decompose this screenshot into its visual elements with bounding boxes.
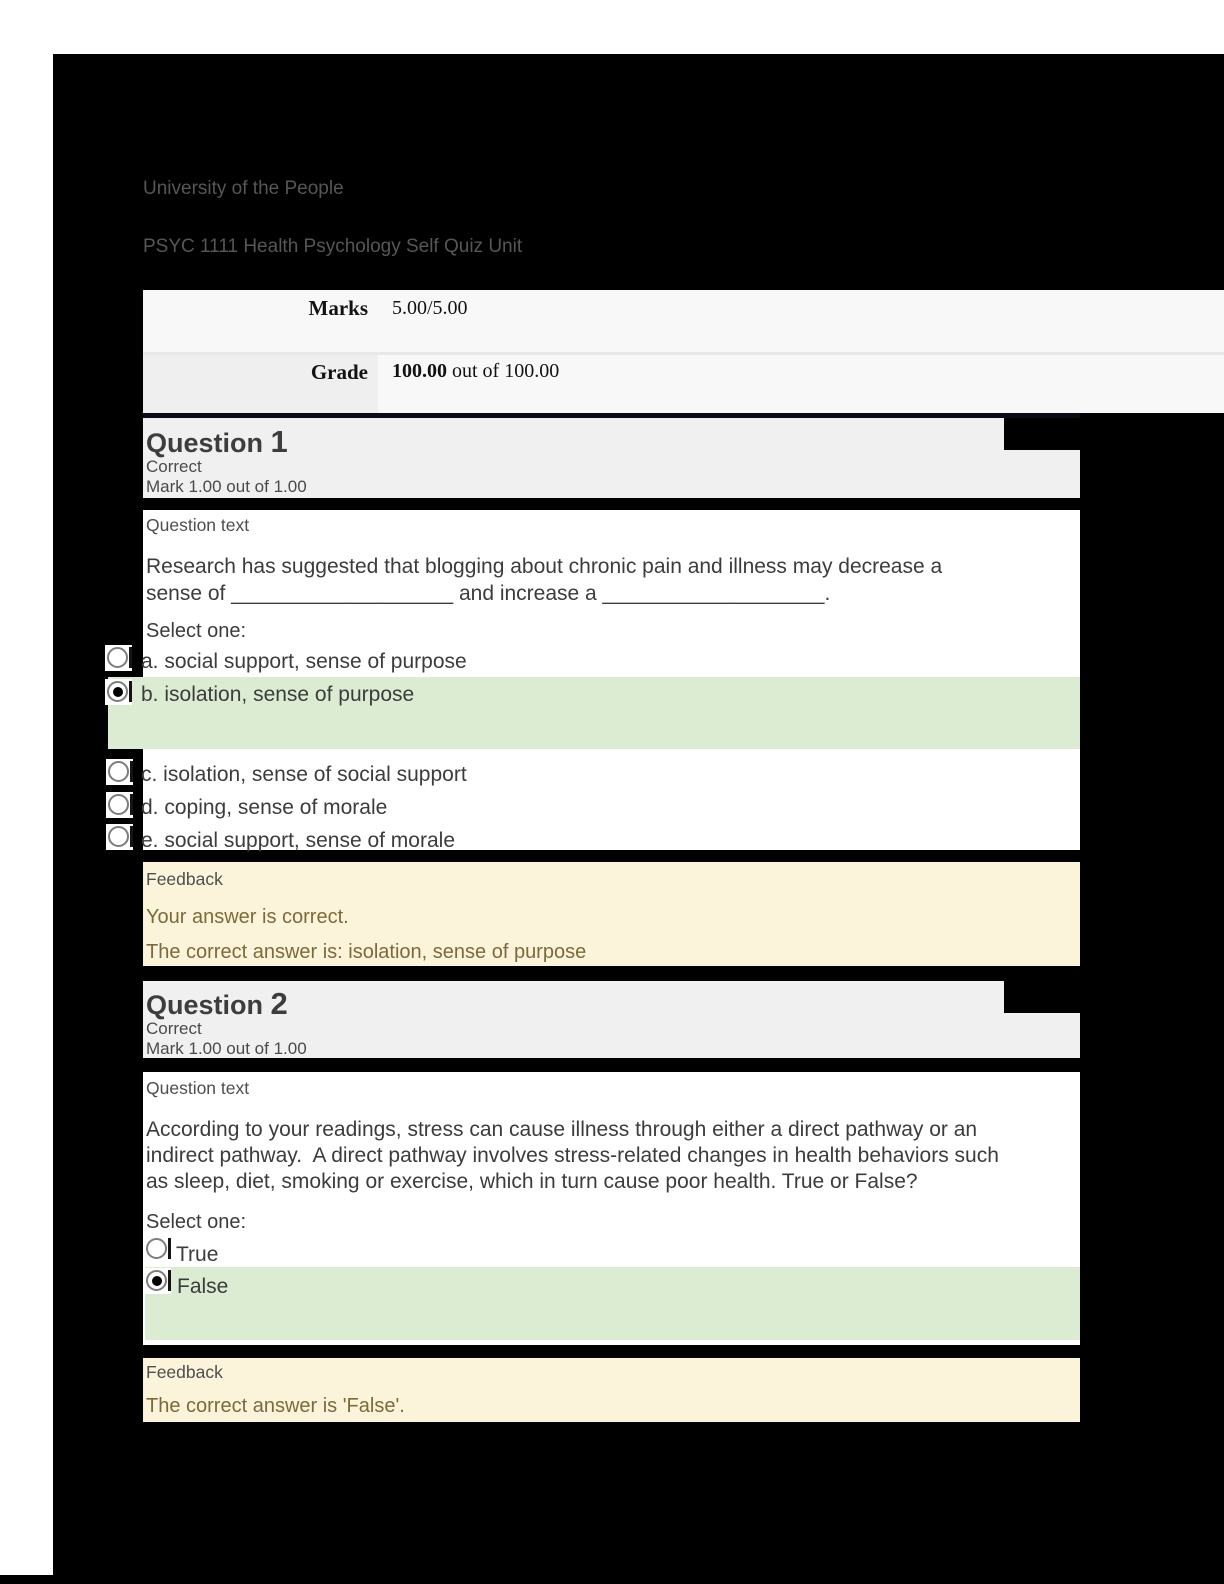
- question1-feedback: [143, 862, 1080, 966]
- marks-value: 5.00/5.00: [392, 297, 468, 319]
- radio-option-b[interactable]: [105, 679, 132, 705]
- option-a-label[interactable]: a. social support, sense of purpose: [141, 650, 467, 673]
- option-false-label[interactable]: False: [177, 1275, 229, 1298]
- question-word: Question: [146, 990, 264, 1020]
- question2-status: Correct: [146, 1019, 202, 1038]
- radio-option-true[interactable]: [144, 1236, 171, 1262]
- grade-value-bold: 100.00: [392, 360, 447, 382]
- question1-mark: Mark 1.00 out of 1.00: [146, 477, 307, 496]
- question1-feedback-label: Feedback: [146, 869, 223, 889]
- question2-line2: indirect pathway. A direct pathway involves stress-related changes in health behaviors such: [146, 1144, 999, 1167]
- radio-button-checked-icon: [107, 681, 128, 702]
- radio-option-e[interactable]: [106, 824, 133, 850]
- radio-button-icon: [108, 761, 129, 782]
- grade-value: [392, 360, 559, 383]
- question2-correct-highlight: [145, 1267, 1080, 1340]
- institution-title: University of the People: [143, 178, 344, 199]
- option-b-label[interactable]: b. isolation, sense of purpose: [141, 683, 415, 706]
- question1-header: [143, 418, 1080, 498]
- question1-select-label: Select one:: [146, 620, 247, 642]
- question2-text-label: Question text: [146, 1078, 250, 1098]
- question1-number: 1: [270, 424, 288, 459]
- question1-text-label: Question text: [146, 515, 250, 535]
- question2-select-label: Select one:: [146, 1211, 247, 1233]
- option-c-label[interactable]: c. isolation, sense of social support: [141, 763, 467, 786]
- question1-header-notch: [1004, 418, 1080, 450]
- question2-body: [143, 1072, 1080, 1345]
- question2-feedback-line1: The correct answer is 'False'.: [146, 1395, 405, 1417]
- question1-line1: Research has suggested that blogging about chronic pain and illness may decrease a: [146, 555, 943, 578]
- marks-label: Marks: [308, 296, 368, 320]
- radio-option-d[interactable]: [106, 792, 133, 818]
- course-title: PSYC 1111 Health Psychology Self Quiz Unit: [143, 236, 523, 257]
- option-d-label[interactable]: d. coping, sense of morale: [141, 796, 388, 819]
- option-e-label[interactable]: e. social support, sense of morale: [141, 829, 455, 852]
- question1-body: [143, 510, 1080, 850]
- question2-number: 2: [270, 986, 288, 1021]
- question2-feedback: [143, 1358, 1080, 1422]
- question1-feedback-line1: Your answer is correct.: [146, 906, 349, 928]
- question2-header: [143, 981, 1080, 1058]
- question-word: Question: [146, 428, 264, 458]
- radio-button-icon: [107, 647, 128, 668]
- summary-table: [143, 290, 1224, 413]
- question2-mark: Mark 1.00 out of 1.00: [146, 1039, 307, 1058]
- radio-button-icon: [146, 1238, 167, 1259]
- question2-header-notch: [1004, 981, 1080, 1013]
- radio-option-c[interactable]: [106, 759, 133, 785]
- question1-status: Correct: [146, 457, 202, 476]
- top-margin: [0, 0, 1224, 54]
- radio-button-checked-icon: [146, 1270, 167, 1291]
- question1-line2: sense of ___________________ and increase a ___________________.: [146, 582, 831, 605]
- radio-option-a[interactable]: [105, 645, 132, 671]
- radio-option-false[interactable]: [144, 1268, 171, 1294]
- grade-value-tail: out of 100.00: [447, 360, 560, 382]
- question1-title: [146, 424, 288, 460]
- question2-line3: as sleep, diet, smoking or exercise, which in turn cause poor health. True or False?: [146, 1170, 918, 1193]
- radio-button-icon: [108, 826, 129, 847]
- question2-feedback-label: Feedback: [146, 1362, 223, 1382]
- left-margin: [0, 54, 53, 1575]
- radio-button-icon: [108, 794, 129, 815]
- grade-label: Grade: [310, 360, 368, 384]
- option-true-label[interactable]: True: [176, 1243, 219, 1266]
- question2-line1: According to your readings, stress can cause illness through either a direct pathway or an: [146, 1118, 978, 1141]
- question1-feedback-line2: The correct answer is: isolation, sense of purpose: [146, 941, 587, 963]
- question2-title: [146, 986, 288, 1022]
